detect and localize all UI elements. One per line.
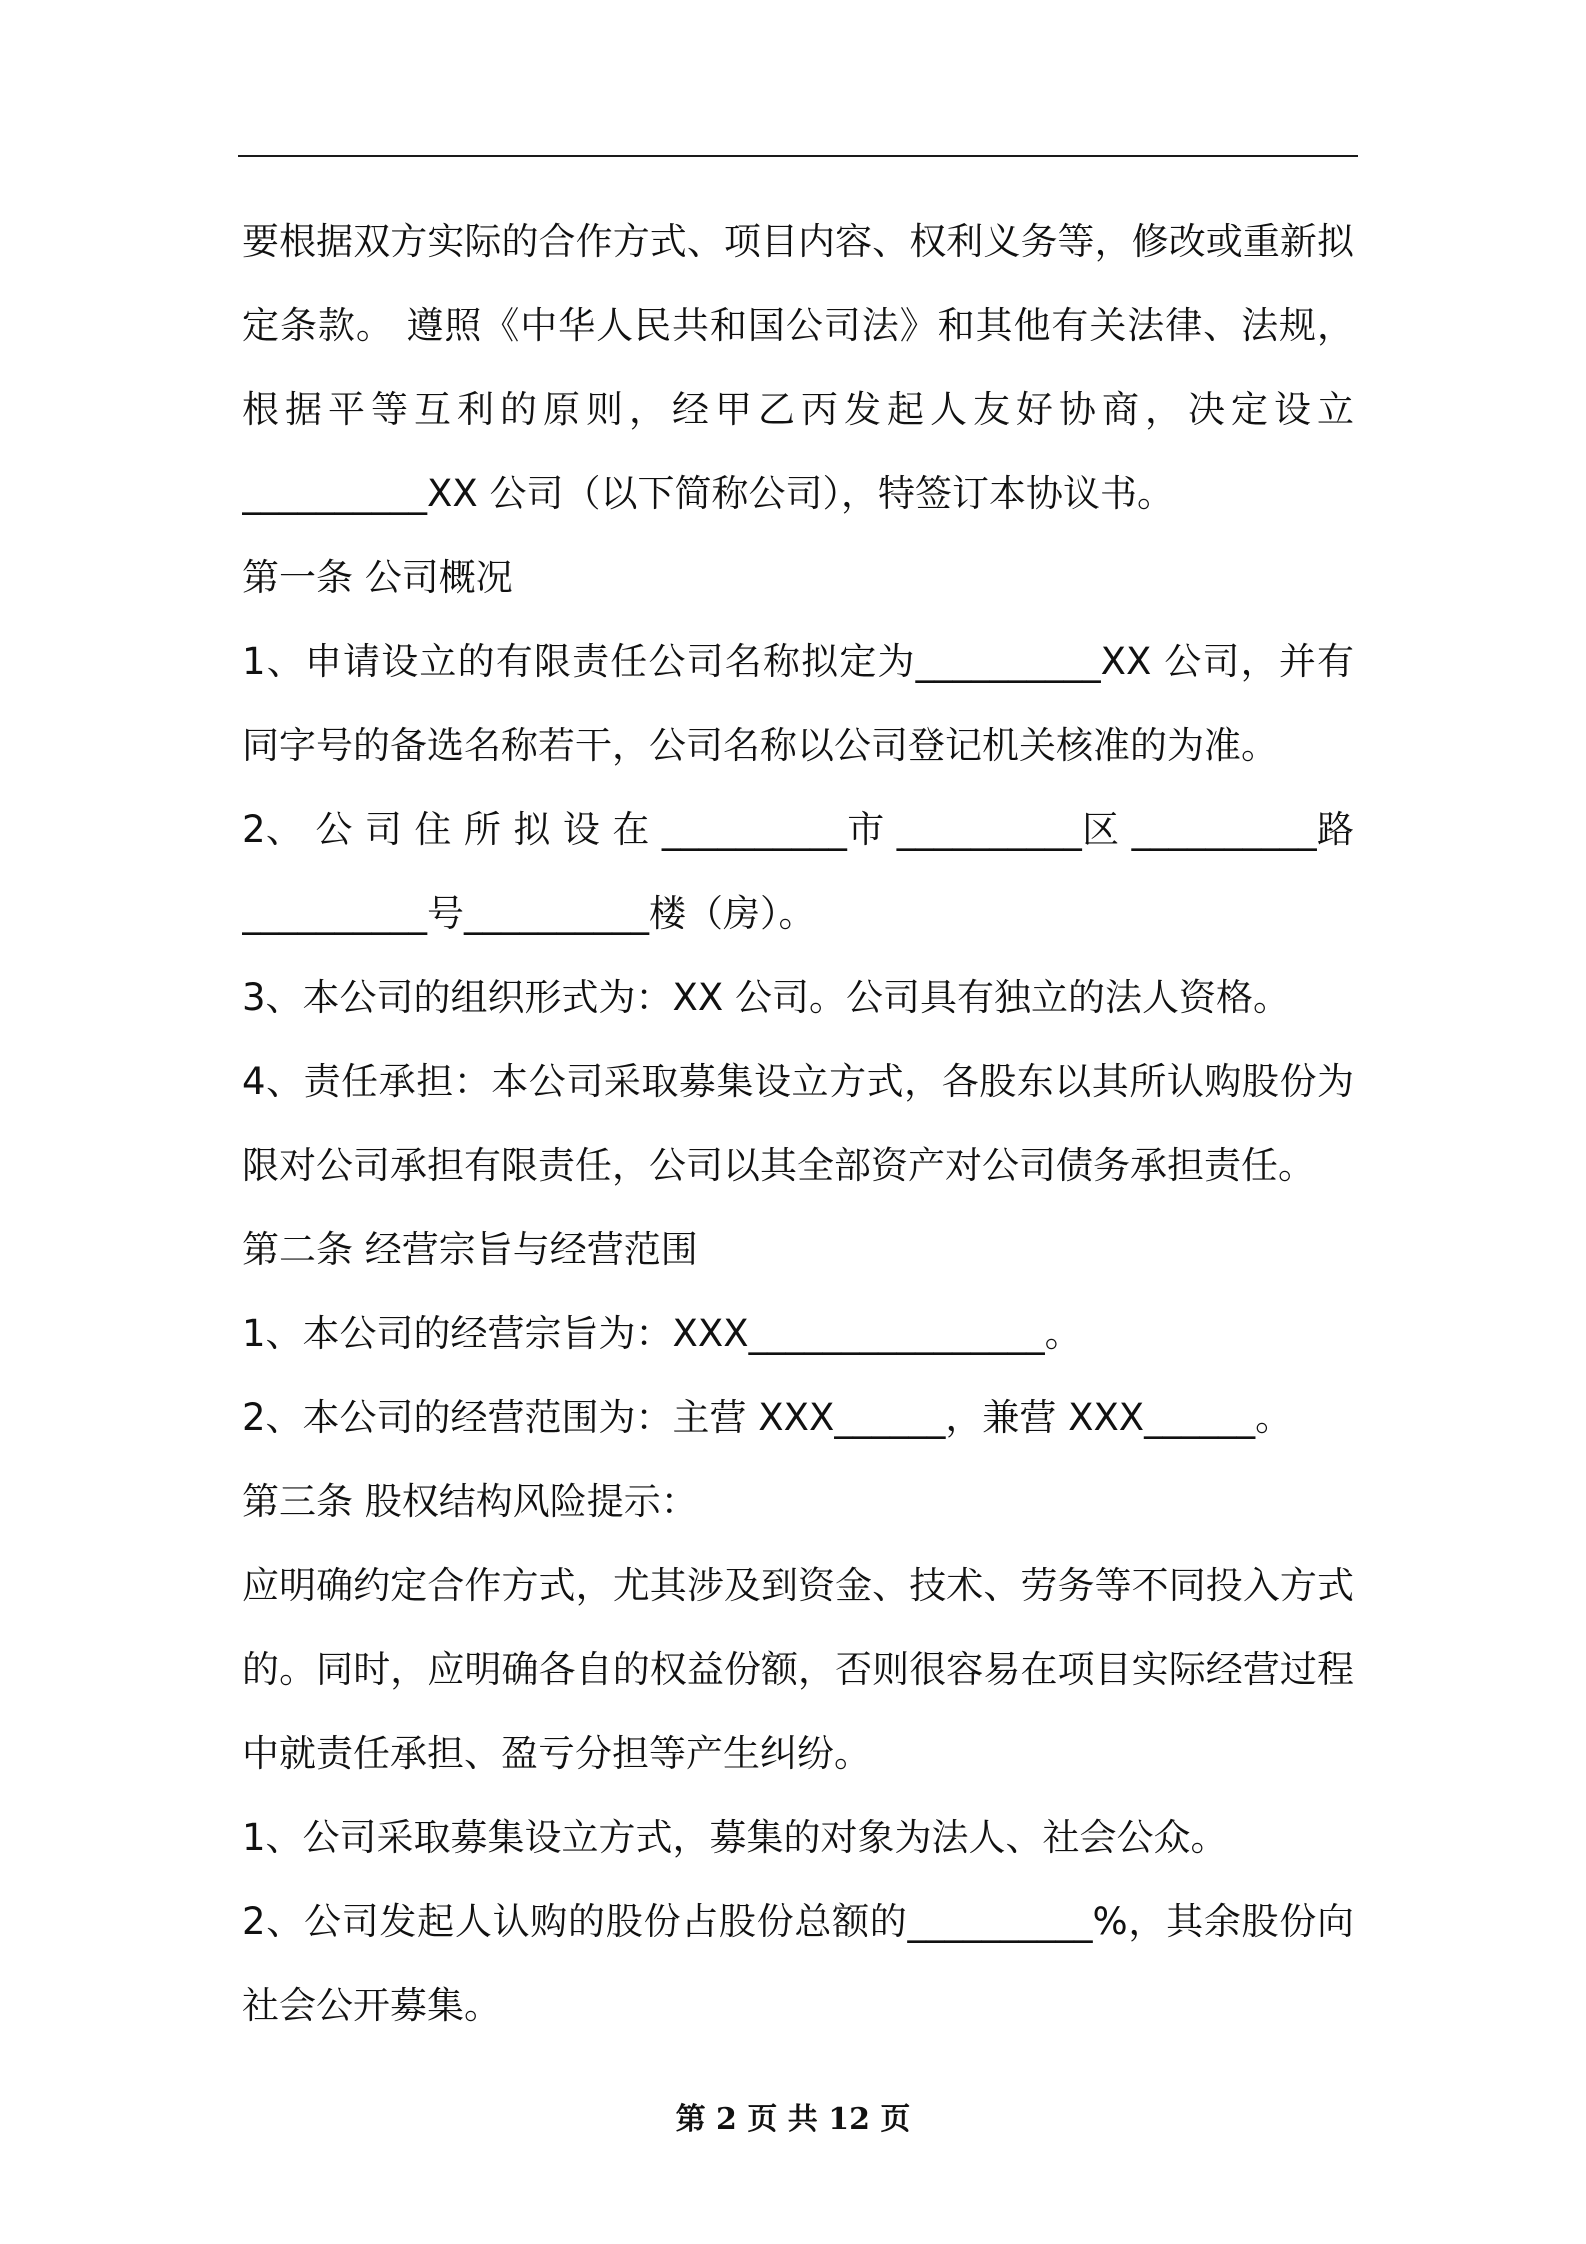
text-line: 4、责任承担：本公司采取募集设立方式，各股东以其所认购股份为 bbox=[242, 1060, 1354, 1103]
text-line: 2、 公 司 住 所 拟 设 在 __________市 __________区 __________路 bbox=[242, 808, 1354, 851]
text-line: 2、本公司的经营范围为：主营 XXX______，兼营 XXX______。 bbox=[242, 1396, 1293, 1439]
page-number: 第 2 页 共 12 页 bbox=[675, 2102, 911, 2137]
article-heading: 第三条 股权结构风险提示： bbox=[242, 1480, 698, 1523]
document-body bbox=[242, 200, 1354, 2048]
text-line: 1、公司采取募集设立方式，募集的对象为法人、社会公众。 bbox=[242, 1816, 1228, 1859]
text-line: 1、本公司的经营宗旨为：XXX________________。 bbox=[242, 1312, 1082, 1355]
text-line: __________XX 公司（以下简称公司），特签订本协议书。 bbox=[242, 472, 1174, 515]
article-heading: 第一条 公司概况 bbox=[242, 556, 513, 599]
header-rule bbox=[238, 155, 1358, 157]
text-line: __________号__________楼（房）。 bbox=[242, 892, 816, 935]
text-line: 3、本公司的组织形式为：XX 公司。公司具有独立的法人资格。 bbox=[242, 976, 1290, 1019]
text-line: 定条款。 遵照《中华人民共和国公司法》和其他有关法律、法规， bbox=[242, 304, 1354, 347]
text-line: 2、公司发起人认购的股份占股份总额的__________%，其余股份向 bbox=[242, 1900, 1354, 1943]
text-line: 1、申请设立的有限责任公司名称拟定为__________XX 公司，并有 bbox=[242, 640, 1354, 683]
text-line: 同字号的备选名称若干，公司名称以公司登记机关核准的为准。 bbox=[242, 724, 1278, 767]
text-line: 限对公司承担有限责任，公司以其全部资产对公司债务承担责任。 bbox=[242, 1144, 1315, 1187]
text-line: 的。同时，应明确各自的权益份额，否则很容易在项目实际经营过程 bbox=[242, 1648, 1354, 1691]
text-line: 应明确约定合作方式，尤其涉及到资金、技术、劳务等不同投入方式 bbox=[242, 1564, 1354, 1607]
text-line: 中就责任承担、盈亏分担等产生纠纷。 bbox=[242, 1732, 871, 1775]
article-heading: 第二条 经营宗旨与经营范围 bbox=[242, 1228, 698, 1271]
text-line: 要根据双方实际的合作方式、项目内容、权利义务等，修改或重新拟 bbox=[242, 220, 1354, 263]
text-line: 社会公开募集。 bbox=[242, 1984, 501, 2027]
text-line: 根据平等互利的原则，经甲乙丙发起人友好协商，决定设立 bbox=[242, 388, 1354, 431]
